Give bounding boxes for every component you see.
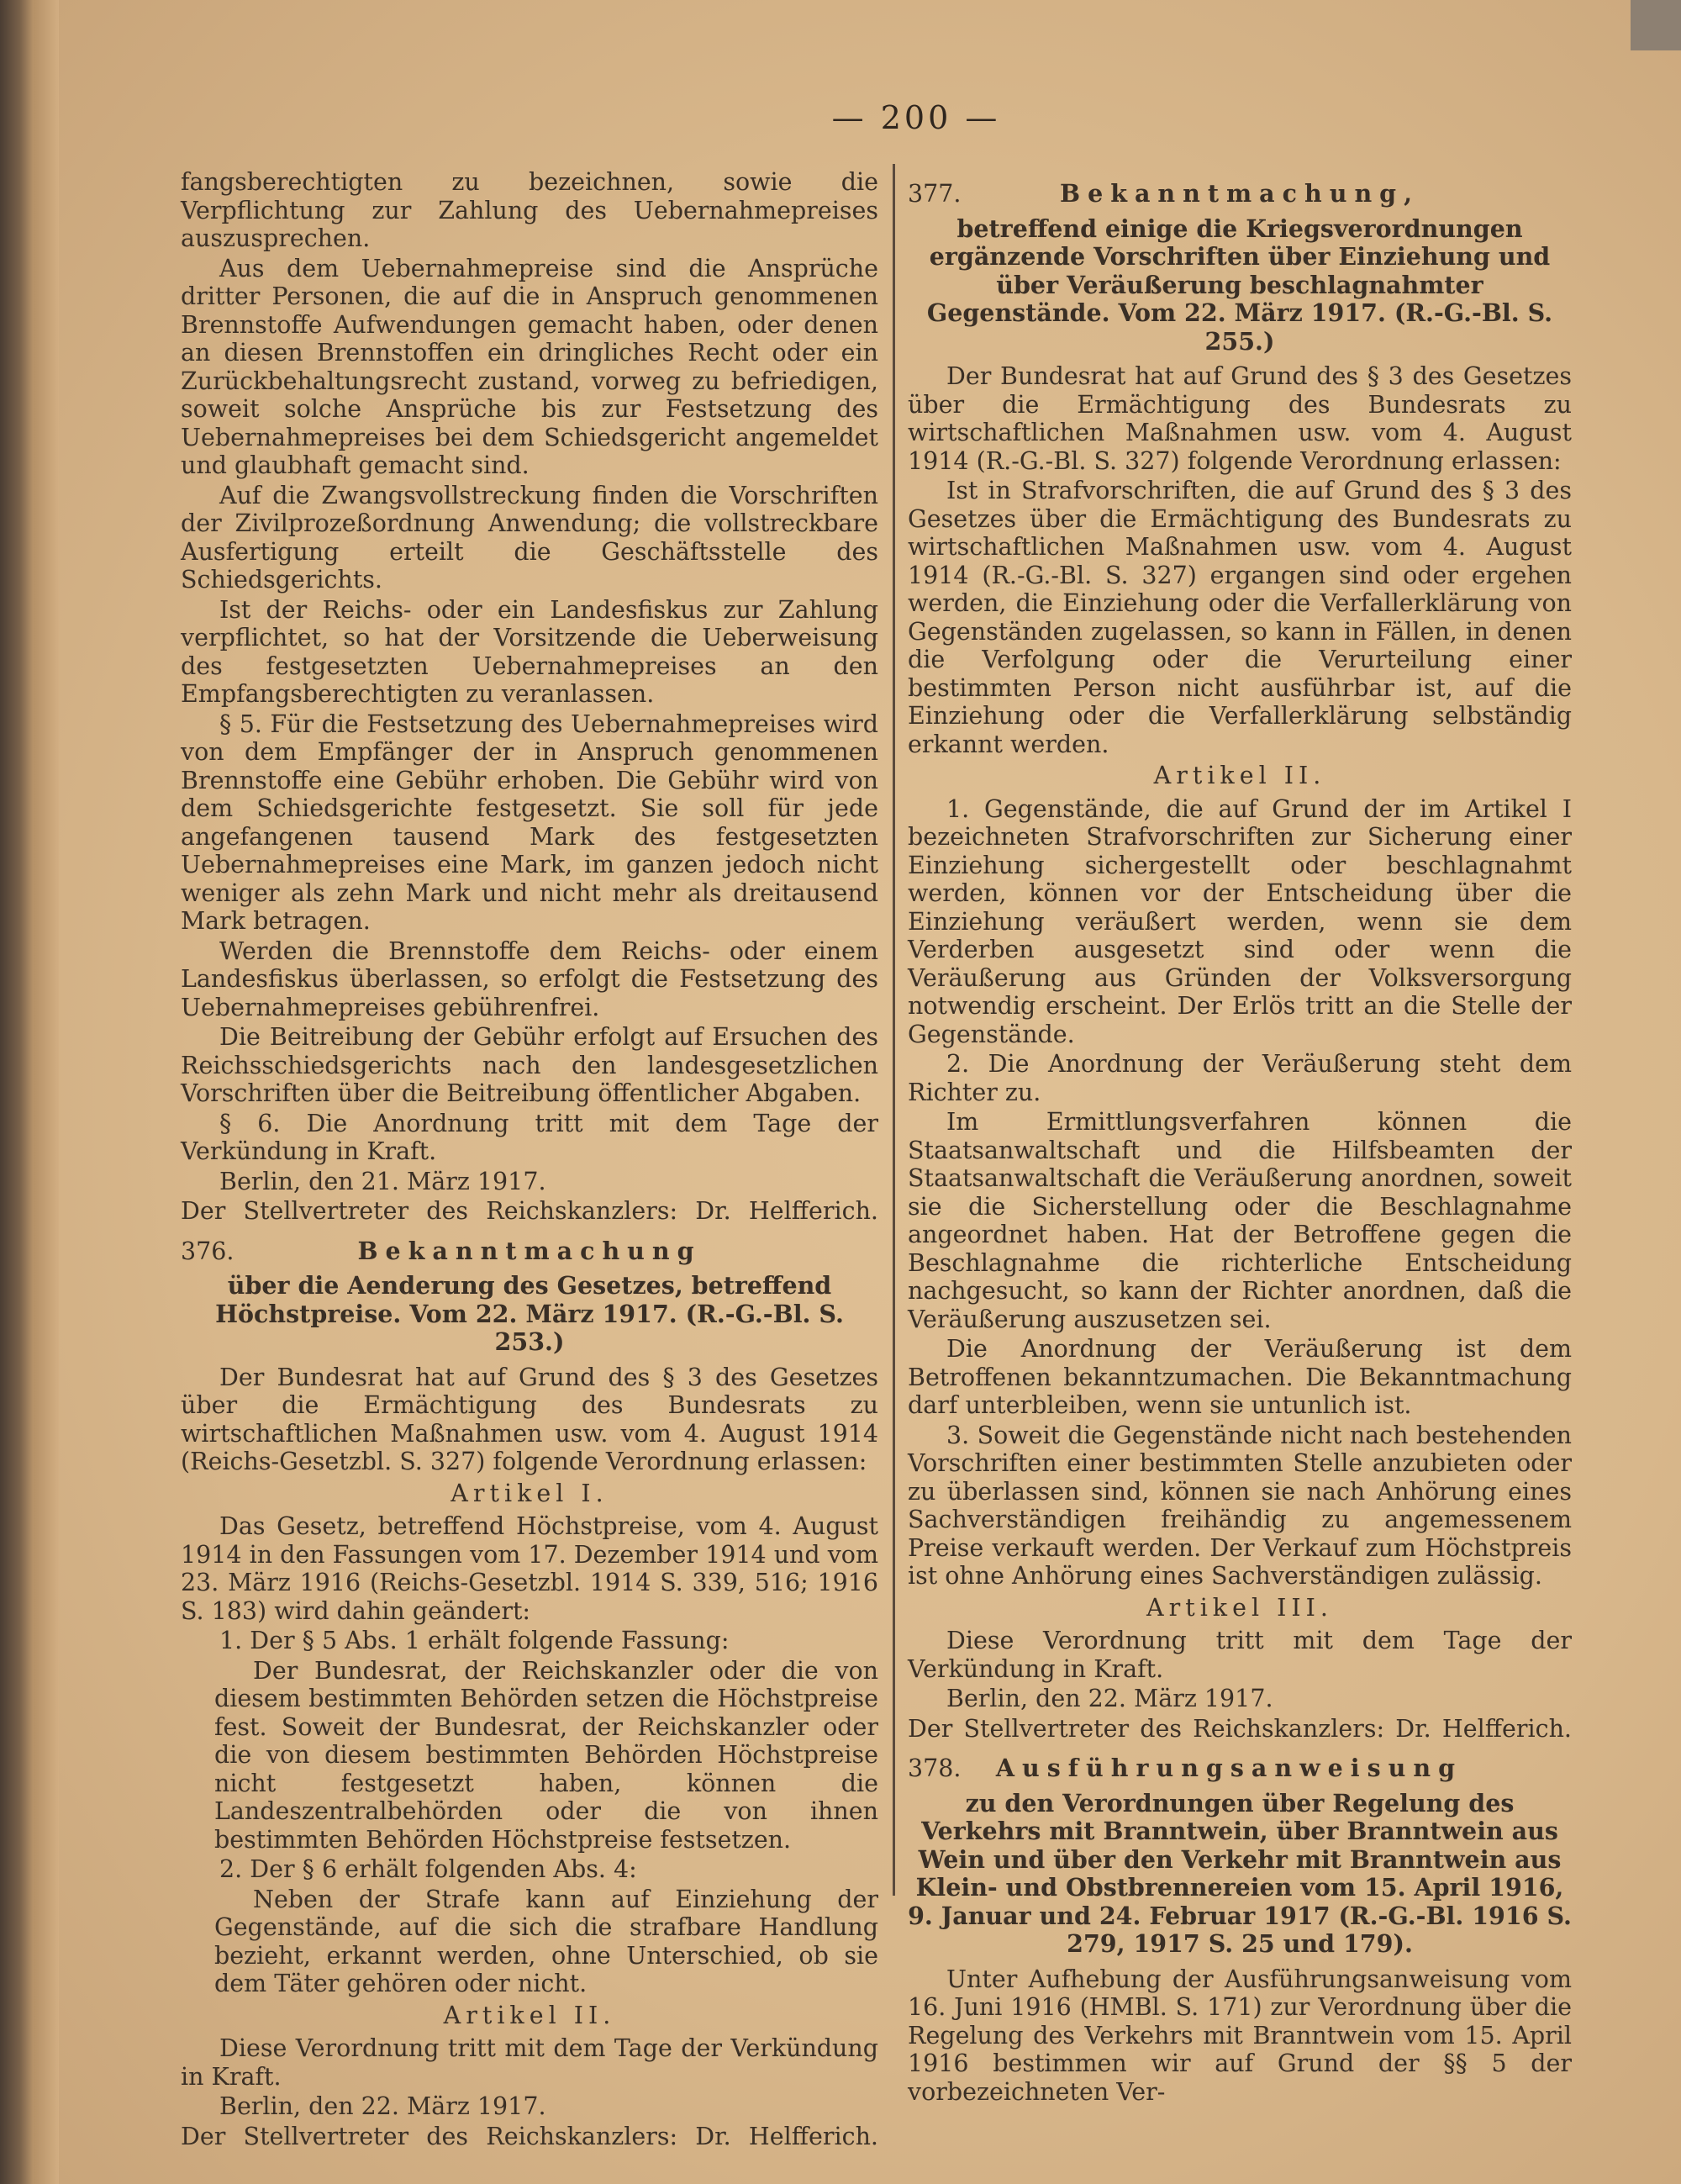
- paragraph: Ist in Strafvorschriften, die auf Grund des § 3 des Gesetzes über die Ermächtigung des Bundesrats zu wirtschaftlichen Maßnahmen usw. vom 4. August 1914 (R.-G.-Bl. S. 327) ergangen sind oder ergehen werden, die Einziehung oder die Verfallerklärung von Gegenständen zugelassen, so kann in Fällen, in denen die Verfolgung oder die Verurteilung einer bestimmten Person nicht ausführbar ist, auf die Einziehung oder die Verfallerklärung selbständig erkannt werden.: [908, 477, 1572, 758]
- left-column: [181, 168, 878, 2157]
- signature-line: Der Stellvertreter des Reichskanzlers: Dr. Helfferich.: [908, 1714, 1572, 1743]
- section-title: Bekanntmachung,: [1059, 179, 1420, 208]
- paragraph: § 5. Für die Festsetzung des Uebernahmepreises wird von dem Empfänger der in Anspruch genommenen Brennstoffe eine Gebühr erhoben. Die Gebühr wird von dem Schiedsgerichte festgesetzt. Sie soll für jede angefangenen tausend Mark des festgesetzten Uebernahmepreises eine Mark, im ganzen jedoch nicht weniger als zehn Mark und nicht mehr als dreitausend Mark betragen.: [181, 710, 878, 935]
- section-subtitle: zu den Verordnungen über Regelung des Verkehrs mit Branntwein, über Branntwein aus Wein und über den Verkehr mit Branntwein aus Klein- und Obstbrennereien vom 15. April 1916, 9. Januar und 24. Februar 1917 (R.-G.-Bl. 1916 S. 279, 1917 S. 25 und 179).: [908, 1788, 1572, 1958]
- background-corner: [1631, 0, 1681, 50]
- signature-line: Der Stellvertreter des Reichskanzlers: Dr. Helfferich.: [181, 1197, 878, 1225]
- book-spine: [0, 0, 34, 2184]
- paragraph: 1. Gegenstände, die auf Grund der im Artikel I bezeichneten Strafvorschriften zur Sicherung einer Einziehung sichergestellt oder beschlagnahmt werden, können vor der Entscheidung über die Einziehung veräußert werden, wenn sie dem Verderben ausgesetzt sind oder wenn die Veräußerung aus Gründen der Volksversorgung notwendig erscheint. Der Erlös tritt an die Stelle der Gegenstände.: [908, 794, 1572, 1048]
- section-heading: [908, 1754, 1572, 1783]
- paragraph: Berlin, den 22. März 1917.: [219, 2092, 546, 2120]
- page-edge: [34, 0, 59, 2184]
- paragraph: 1. Der § 5 Abs. 1 erhält folgende Fassung:: [219, 1627, 730, 1654]
- section-title: Bekanntmachung: [357, 1236, 702, 1265]
- paragraph: Unter Aufhebung der Ausführungsanweisung vom 16. Juni 1916 (HMBl. S. 171) zur Verordnung über die Regelung des Verkehrs mit Branntwein vom 15. April 1916 bestimmen wir auf Grund der §§ 5 der vorbezeichneten Ver-: [908, 1965, 1572, 2106]
- paragraph: Aus dem Uebernahmepreise sind die Ansprüche dritter Personen, die auf die in Anspruch genommenen Brennstoffe Aufwendungen gemacht haben, oder denen an diesen Brennstoffen ein dringliches Recht oder ein Zurückbehaltungsrecht zustand, vorweg zu befriedigen, soweit solche Ansprüche bis zur Festsetzung des Uebernahmepreises bei dem Schiedsgericht angemeldet und glaubhaft gemacht sind.: [181, 254, 878, 479]
- article-heading: Artikel I.: [451, 1479, 609, 1507]
- right-column: [908, 168, 1572, 2108]
- section-number: 376.: [181, 1237, 234, 1265]
- paragraph: fangsberechtigten zu bezeichnen, sowie die Verpflichtung zur Zahlung des Uebernahmepreises auszusprechen.: [181, 168, 878, 252]
- article-heading: Artikel II.: [1153, 762, 1326, 789]
- section-number: 377.: [908, 180, 962, 208]
- quoted-paragraph: Neben der Strafe kann auf Einziehung der Gegenstände, auf die sich die strafbare Handlung bezieht, erkannt werden, ohne Unterschied, ob sie dem Täter gehören oder nicht.: [214, 1885, 878, 1997]
- article-heading: Artikel II.: [443, 2001, 616, 2029]
- paragraph: Berlin, den 21. März 1917.: [219, 1167, 546, 1195]
- paragraph: Die Beitreibung der Gebühr erfolgt auf Ersuchen des Reichsschiedsgerichts nach den landesgesetzlichen Vorschriften über die Beitreibung öffentlicher Abgaben.: [181, 1023, 878, 1107]
- paragraph: § 6. Die Anordnung tritt mit dem Tage der Verkündung in Kraft.: [181, 1109, 878, 1165]
- paragraph: Diese Verordnung tritt mit dem Tage der Verkündung in Kraft.: [181, 2034, 878, 2091]
- section-subtitle: betreffend einige die Kriegsverordnungen ergänzende Vorschriften über Einziehung und über Veräußerung beschlagnahmter Gegenstände. Vom 22. März 1917. (R.-G.-Bl. S. 255.): [926, 214, 1553, 356]
- paragraph: Das Gesetz, betreffend Höchstpreise, vom 4. August 1914 in den Fassungen vom 17. Dezember 1914 und vom 23. März 1916 (Reichs-Gesetzbl. 1914 S. 339, 516; 1916 S. 183) wird dahin geändert:: [181, 1512, 878, 1625]
- paragraph: Die Anordnung der Veräußerung ist dem Betroffenen bekanntzumachen. Die Bekanntmachung darf unterbleiben, wenn sie untunlich ist.: [908, 1335, 1572, 1419]
- section-number: 378.: [908, 1754, 962, 1782]
- paragraph: 3. Soweit die Gegenstände nicht nach bestehenden Vorschriften einer bestimmten Stelle anzubieten oder zu überlassen sind, können sie nach Anhörung eines Sachverständigen freihändig zu angemessenem Preise verkauft werden. Der Verkauf zum Höchstpreis ist ohne Anhörung eines Sachverständigen zulässig.: [908, 1421, 1572, 1590]
- signature-line: Der Stellvertreter des Reichskanzlers: Dr. Helfferich.: [181, 2122, 878, 2150]
- article-heading: Artikel III.: [1146, 1593, 1333, 1622]
- page-number: — 200 —: [831, 99, 1001, 136]
- paragraph: Ist der Reichs- oder ein Landesfiskus zur Zahlung verpflichtet, so hat der Vorsitzende die Ueberweisung des festgesetzten Uebernahmepreises an den Empfangsberechtigten zu veranlassen.: [181, 595, 878, 708]
- paragraph: Diese Verordnung tritt mit dem Tage der Verkündung in Kraft.: [908, 1627, 1572, 1683]
- paragraph: Berlin, den 22. März 1917.: [946, 1685, 1273, 1712]
- paragraph: Werden die Brennstoffe dem Reichs- oder einem Landesfiskus überlassen, so erfolgt die Festsetzung des Uebernahmepreises gebührenfrei.: [181, 936, 878, 1021]
- paragraph: 2. Die Anordnung der Veräußerung steht dem Richter zu.: [908, 1050, 1572, 1106]
- section-title: Ausführungsanweisung: [995, 1754, 1462, 1782]
- paragraph: Der Bundesrat hat auf Grund des § 3 des Gesetzes über die Ermächtigung des Bundesrats zu wirtschaftlichen Maßnahmen usw. vom 4. August 1914 (Reichs-Gesetzbl. S. 327) folgende Verordnung erlassen:: [181, 1363, 878, 1475]
- paragraph: 2. Der § 6 erhält folgenden Abs. 4:: [219, 1855, 637, 1883]
- section-heading: [908, 180, 1572, 208]
- quoted-paragraph: Der Bundesrat, der Reichskanzler oder die von diesem bestimmten Behörden setzen die Höchstpreise fest. Soweit der Bundesrat, der Reichskanzler oder die von diesem bestimmten Behörden Höchstpreise nicht festgesetzt haben, können die Landeszentralbehörden oder die von ihnen bestimmten Behörden Höchstpreise festsetzen.: [214, 1656, 878, 1854]
- section-subtitle: über die Aenderung des Gesetzes, betreffend Höchstpreise. Vom 22. März 1917. (R.-G.-Bl. S. 253.): [215, 1271, 844, 1356]
- paragraph: Auf die Zwangsvollstreckung finden die Vorschriften der Zivilprozeßordnung Anwendung; die vollstreckbare Ausfertigung erteilt die Geschäftsstelle des Schiedsgerichts.: [181, 481, 878, 593]
- paragraph: Im Ermittlungsverfahren können die Staatsanwaltschaft und die Hilfsbeamten der Staatsanwaltschaft die Veräußerung anordnen, soweit sie die Sicherstellung oder die Beschlagnahme angeordnet haben. Hat der Betroffene gegen die Beschlagnahme die richterliche Entscheidung nachgesucht, so kann der Richter anordnen, daß die Veräußerung auszusetzen sei.: [908, 1108, 1572, 1333]
- paragraph: Der Bundesrat hat auf Grund des § 3 des Gesetzes über die Ermächtigung des Bundesrats zu wirtschaftlichen Maßnahmen usw. vom 4. August 1914 (R.-G.-Bl. S. 327) folgende Verordnung erlassen:: [908, 362, 1572, 475]
- section-heading: [181, 1237, 878, 1266]
- column-divider: [893, 164, 895, 1896]
